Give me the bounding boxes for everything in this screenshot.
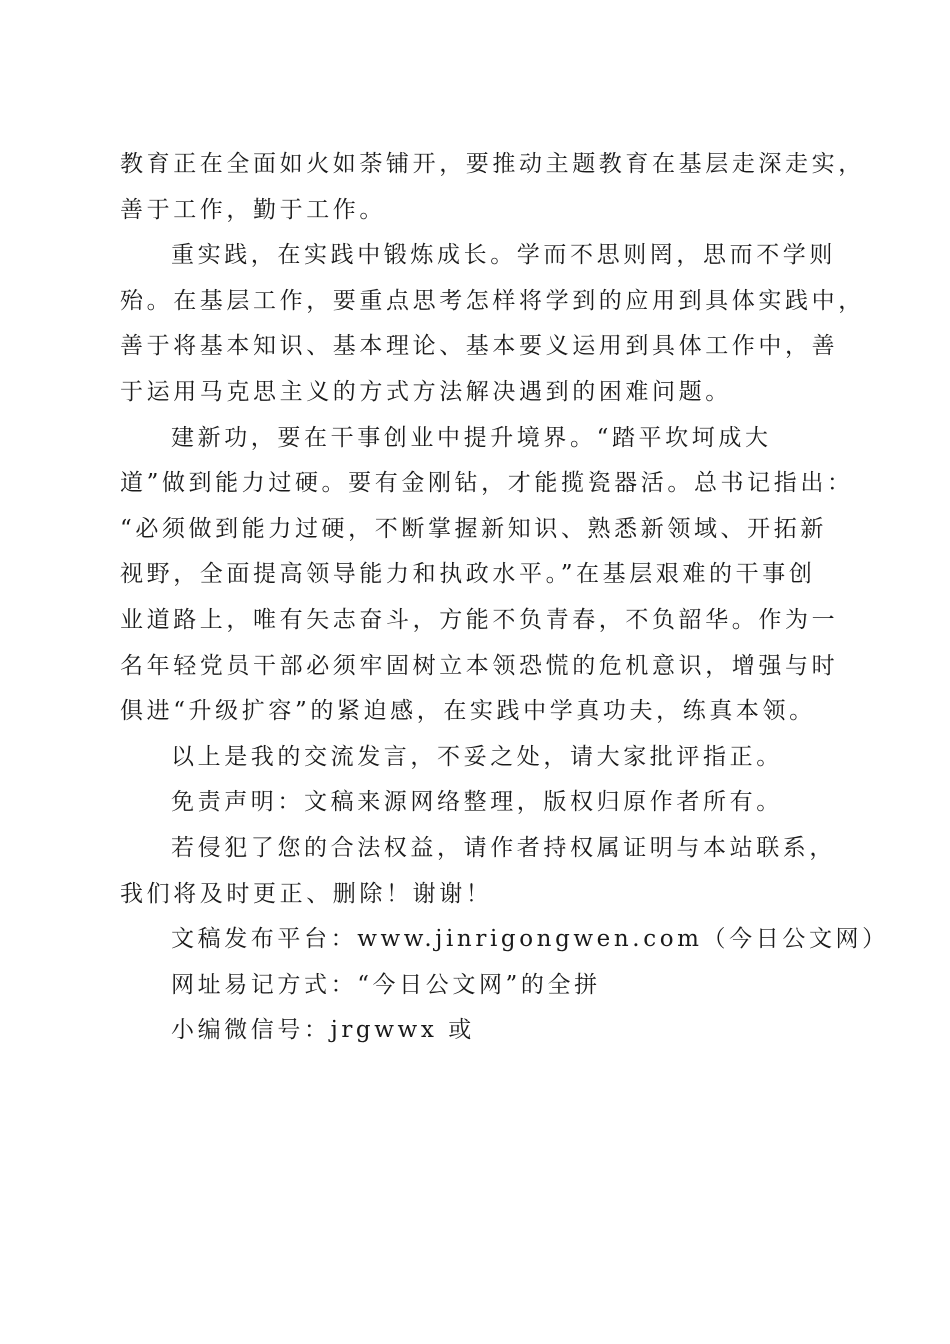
- paragraph-platform: [120, 917, 889, 963]
- paragraph-practice: [120, 233, 865, 415]
- text-line: 俱进“升级扩容”的紧迫感，在实践中学真功夫，练真本领。: [120, 698, 816, 725]
- paragraph-new-merit: [120, 416, 854, 735]
- paragraph-disclaimer: [120, 780, 835, 826]
- text-line: 教育正在全面如火如荼铺开，要推动主题教育在基层走深走实，: [120, 151, 865, 177]
- paragraph-closing: [120, 735, 835, 781]
- paragraph-url-tip: [120, 963, 835, 1009]
- text-line: 于运用马克思主义的方式方法解决遇到的困难问题。: [120, 378, 732, 405]
- text-line: 名年轻党员干部必须牢固树立本领恐慌的危机意识，增强与时: [120, 652, 839, 679]
- wechat-line: 小编微信号：jrgwwx 或: [171, 1017, 475, 1044]
- text-line: 业道路上，唯有矢志奋斗，方能不负青春，不负韶华。作为一: [120, 606, 839, 633]
- text-line: 免责声明：文稿来源网络整理，版权归原作者所有。: [171, 789, 783, 816]
- text-line: 道”做到能力过硬。要有金刚钻，才能揽瓷器活。总书记指出：: [120, 470, 854, 497]
- paragraph-wechat: [120, 1008, 835, 1054]
- text-line: “必须做到能力过硬，不断掌握新知识、熟悉新领域、开拓新: [120, 515, 827, 542]
- text-line: 善于将基本知识、基本理论、基本要义运用到具体工作中，善: [120, 333, 839, 360]
- text-line: 建新功，要在干事创业中提升境界。“踏平坎坷成大: [171, 424, 772, 451]
- text-line: 若侵犯了您的合法权益，请作者持权属证明与本站联系，: [171, 834, 836, 861]
- paragraph-infringement: [120, 826, 835, 917]
- text-line: 我们将及时更正、删除！谢谢！: [120, 880, 493, 907]
- text-line: 视野，全面提高领导能力和执政水平。”在基层艰难的干事创: [120, 561, 816, 588]
- platform-line: 文稿发布平台：www.jinrigongwen.com（今日公文网）: [171, 926, 889, 953]
- text-line: 善于工作，勤于工作。: [120, 196, 386, 223]
- text-line: 重实践，在实践中锻炼成长。学而不思则罔，思而不学则: [171, 242, 836, 269]
- text-line: 殆。在基层工作，要重点思考怎样将学到的应用到具体实践中，: [120, 287, 865, 314]
- paragraph-1: [120, 142, 865, 233]
- text-line: 以上是我的交流发言，不妥之处，请大家批评指正。: [171, 743, 783, 770]
- document-body: [120, 142, 889, 1054]
- text-line: 网址易记方式：“今日公文网”的全拼: [171, 971, 601, 998]
